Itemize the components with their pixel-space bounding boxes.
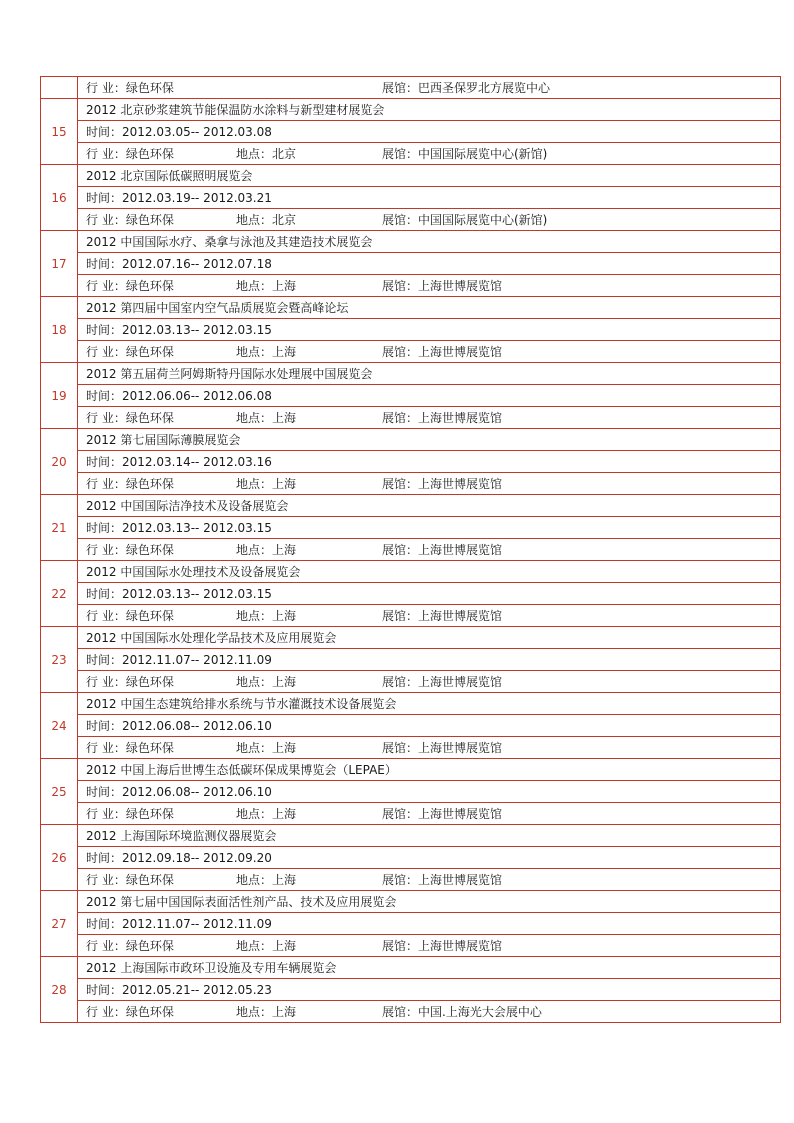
- entry-number: 28: [41, 957, 78, 1023]
- table-row: [41, 803, 781, 825]
- location-text: 地点：上海: [236, 741, 297, 755]
- venue-text: 展馆：上海世博展览馆: [382, 741, 503, 755]
- venue-text: 展馆：上海世博展览馆: [382, 675, 503, 689]
- exhibition-title: 2012 上海国际环境监测仪器展览会: [78, 825, 781, 847]
- info-cell: [78, 539, 781, 561]
- industry-text: 行 业：绿色环保: [86, 741, 174, 755]
- table-row: [41, 737, 781, 759]
- location-text: 地点：上海: [236, 477, 297, 491]
- table-row: [41, 693, 781, 715]
- venue-text: 展馆：上海世博展览馆: [382, 279, 503, 293]
- table-row: [41, 495, 781, 517]
- exhibition-list-page: [40, 76, 781, 1023]
- exhibition-title: 2012 中国国际水处理技术及设备展览会: [78, 561, 781, 583]
- info-cell: [78, 143, 781, 165]
- industry-text: 行 业：绿色环保: [86, 279, 174, 293]
- venue-text: 展馆：上海世博展览馆: [382, 411, 503, 425]
- table-row: [41, 187, 781, 209]
- industry-text: 行 业：绿色环保: [86, 411, 174, 425]
- industry-text: 行 业：绿色环保: [86, 939, 174, 953]
- table-row: [41, 957, 781, 979]
- industry-text: 行 业：绿色环保: [86, 873, 174, 887]
- info-cell: [78, 935, 781, 957]
- venue-text: 展馆：上海世博展览馆: [382, 345, 503, 359]
- entry-number: 18: [41, 297, 78, 363]
- location-text: 地点：上海: [236, 675, 297, 689]
- entry-number: 20: [41, 429, 78, 495]
- exhibition-title: 2012 中国上海后世博生态低碳环保成果博览会（LEPAE）: [78, 759, 781, 781]
- exhibition-title: 2012 第四届中国室内空气品质展览会暨高峰论坛: [78, 297, 781, 319]
- entry-number: 15: [41, 99, 78, 165]
- location-text: 地点：上海: [236, 939, 297, 953]
- info-cell: [78, 275, 781, 297]
- table-row: [41, 539, 781, 561]
- table-row: [41, 407, 781, 429]
- location-text: 地点：上海: [236, 873, 297, 887]
- exhibition-time: 时间：2012.06.08-- 2012.06.10: [78, 781, 781, 803]
- table-row: [41, 319, 781, 341]
- entry-number: 19: [41, 363, 78, 429]
- exhibition-time: 时间：2012.07.16-- 2012.07.18: [78, 253, 781, 275]
- table-row: [41, 671, 781, 693]
- table-row: [41, 847, 781, 869]
- table-row: [41, 429, 781, 451]
- info-cell: [78, 737, 781, 759]
- entry-number: 22: [41, 561, 78, 627]
- info-cell: [78, 803, 781, 825]
- info-cell: [78, 605, 781, 627]
- exhibition-time: 时间：2012.06.08-- 2012.06.10: [78, 715, 781, 737]
- exhibition-title: 2012 中国国际水疗、桑拿与泳池及其建造技术展览会: [78, 231, 781, 253]
- table-row: [41, 715, 781, 737]
- location-text: 地点：上海: [236, 411, 297, 425]
- exhibition-time: 时间：2012.06.06-- 2012.06.08: [78, 385, 781, 407]
- venue-text: 展馆：上海世博展览馆: [382, 543, 503, 557]
- entry-number: 16: [41, 165, 78, 231]
- exhibition-title: 2012 中国国际洁净技术及设备展览会: [78, 495, 781, 517]
- venue-text: 展馆：中国.上海光大会展中心: [382, 1005, 542, 1019]
- exhibition-table: [40, 76, 781, 1023]
- exhibition-time: 时间：2012.03.14-- 2012.03.16: [78, 451, 781, 473]
- table-row: [41, 583, 781, 605]
- exhibition-time: 时间：2012.11.07-- 2012.11.09: [78, 649, 781, 671]
- table-row: [41, 363, 781, 385]
- entry-number: 21: [41, 495, 78, 561]
- exhibition-title: 2012 第七届国际薄膜展览会: [78, 429, 781, 451]
- table-row: [41, 209, 781, 231]
- table-row: [41, 77, 781, 99]
- table-row: [41, 561, 781, 583]
- entry-number: 25: [41, 759, 78, 825]
- location-text: 地点：北京: [236, 147, 297, 161]
- venue-text: 展馆：上海世博展览馆: [382, 939, 503, 953]
- industry-text: 行 业：绿色环保: [86, 1005, 174, 1019]
- exhibition-title: 2012 中国生态建筑给排水系统与节水灌溉技术设备展览会: [78, 693, 781, 715]
- entry-number: 27: [41, 891, 78, 957]
- table-row: [41, 165, 781, 187]
- industry-text: 行 业：绿色环保: [86, 147, 174, 161]
- table-row: [41, 869, 781, 891]
- venue-text: 展馆：巴西圣保罗北方展览中心: [382, 81, 551, 95]
- exhibition-time: 时间：2012.05.21-- 2012.05.23: [78, 979, 781, 1001]
- table-row: [41, 913, 781, 935]
- table-row: [41, 891, 781, 913]
- exhibition-title: 2012 第五届荷兰阿姆斯特丹国际水处理展中国展览会: [78, 363, 781, 385]
- exhibition-time: 时间：2012.03.19-- 2012.03.21: [78, 187, 781, 209]
- table-row: [41, 1001, 781, 1023]
- venue-text: 展馆：上海世博展览馆: [382, 609, 503, 623]
- table-row: [41, 143, 781, 165]
- exhibition-time: 时间：2012.03.13-- 2012.03.15: [78, 583, 781, 605]
- info-cell: [78, 671, 781, 693]
- exhibition-time: 时间：2012.03.13-- 2012.03.15: [78, 319, 781, 341]
- exhibition-time: 时间：2012.03.05-- 2012.03.08: [78, 121, 781, 143]
- venue-text: 展馆：中国国际展览中心(新馆): [382, 213, 548, 227]
- exhibition-time: 时间：2012.09.18-- 2012.09.20: [78, 847, 781, 869]
- location-text: 地点：上海: [236, 345, 297, 359]
- exhibition-title: 2012 第七届中国国际表面活性剂产品、技术及应用展览会: [78, 891, 781, 913]
- table-row: [41, 451, 781, 473]
- location-text: 地点：上海: [236, 1005, 297, 1019]
- industry-text: 行 业：绿色环保: [86, 477, 174, 491]
- entry-number: 23: [41, 627, 78, 693]
- table-row: [41, 759, 781, 781]
- table-row: [41, 979, 781, 1001]
- venue-text: 展馆：上海世博展览馆: [382, 807, 503, 821]
- info-cell: [78, 341, 781, 363]
- venue-text: 展馆：中国国际展览中心(新馆): [382, 147, 548, 161]
- info-cell: [78, 869, 781, 891]
- location-text: 地点：上海: [236, 543, 297, 557]
- exhibition-title: 2012 上海国际市政环卫设施及专用车辆展览会: [78, 957, 781, 979]
- table-row: [41, 517, 781, 539]
- info-cell: [78, 1001, 781, 1023]
- table-row: [41, 231, 781, 253]
- info-cell: [78, 407, 781, 429]
- industry-text: 行 业：绿色环保: [86, 609, 174, 623]
- table-row: [41, 341, 781, 363]
- location-text: 地点：上海: [236, 807, 297, 821]
- info-cell: [78, 77, 781, 99]
- table-row: [41, 473, 781, 495]
- exhibition-time: 时间：2012.03.13-- 2012.03.15: [78, 517, 781, 539]
- venue-text: 展馆：上海世博展览馆: [382, 477, 503, 491]
- table-row: [41, 253, 781, 275]
- entry-number: 17: [41, 231, 78, 297]
- table-row: [41, 275, 781, 297]
- exhibition-title: 2012 北京国际低碳照明展览会: [78, 165, 781, 187]
- table-row: [41, 781, 781, 803]
- industry-text: 行 业：绿色环保: [86, 543, 174, 557]
- table-row: [41, 825, 781, 847]
- industry-text: 行 业：绿色环保: [86, 345, 174, 359]
- entry-number: 24: [41, 693, 78, 759]
- location-text: 地点：上海: [236, 609, 297, 623]
- exhibition-time: 时间：2012.11.07-- 2012.11.09: [78, 913, 781, 935]
- industry-text: 行 业：绿色环保: [86, 675, 174, 689]
- industry-text: 行 业：绿色环保: [86, 807, 174, 821]
- info-cell: [78, 473, 781, 495]
- row-number-cell: [41, 77, 78, 99]
- table-row: [41, 297, 781, 319]
- location-text: 地点：北京: [236, 213, 297, 227]
- table-row: [41, 627, 781, 649]
- location-text: 地点：上海: [236, 279, 297, 293]
- table-row: [41, 935, 781, 957]
- exhibition-title: 2012 北京砂浆建筑节能保温防水涂料与新型建材展览会: [78, 99, 781, 121]
- info-cell: [78, 209, 781, 231]
- exhibition-title: 2012 中国国际水处理化学品技术及应用展览会: [78, 627, 781, 649]
- table-row: [41, 385, 781, 407]
- industry-text: 行 业：绿色环保: [86, 213, 174, 227]
- industry-text: 行 业：绿色环保: [86, 81, 174, 95]
- table-row: [41, 121, 781, 143]
- table-row: [41, 605, 781, 627]
- table-row: [41, 99, 781, 121]
- table-row: [41, 649, 781, 671]
- venue-text: 展馆：上海世博展览馆: [382, 873, 503, 887]
- entry-number: 26: [41, 825, 78, 891]
